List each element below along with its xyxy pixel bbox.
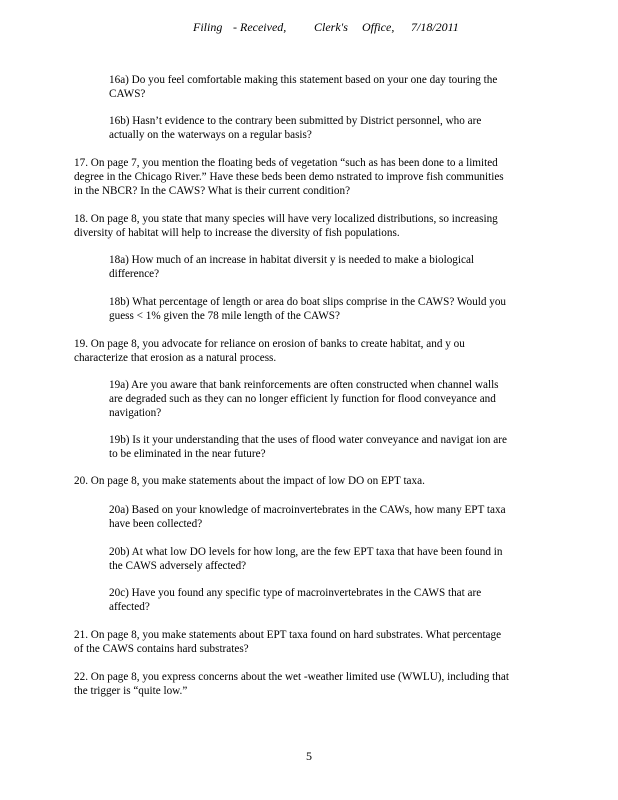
header-date: 7/18/2011 (411, 20, 459, 34)
question-19a: 19a) Are you aware that bank reinforcements are often constructed when channel walls are degraded such as they can no longer efficient ly function for flood conveyance and navigation? (109, 379, 499, 419)
page-number: 5 (306, 749, 312, 763)
question-19: 19. On page 8, you advocate for reliance on erosion of banks to create habitat, and y ou characterize that erosion as a natural process. (74, 338, 465, 364)
header-clerks: Clerk's (314, 20, 348, 34)
page-header (0, 20, 618, 36)
header-office: Office, (362, 20, 395, 34)
question-21: 21. On page 8, you make statements about EPT taxa found on hard substrates. What percentage of the CAWS contains hard substrates? (74, 629, 502, 655)
question-22: 22. On page 8, you express concerns about the wet -weather limited use (WWLU), including that the trigger is “quite low.” (74, 671, 509, 697)
question-20c: 20c) Have you found any specific type of macroinvertebrates in the CAWS that are affected? (109, 587, 482, 613)
header-filing: Filing (193, 20, 223, 34)
question-19b: 19b) Is it your understanding that the uses of flood water conveyance and navigat ion are to be eliminated in the near future? (109, 434, 507, 460)
question-20: 20. On page 8, you make statements about the impact of low DO on EPT taxa. (74, 475, 425, 487)
question-18a: 18a) How much of an increase in habitat diversit y is needed to make a biological difference? (109, 254, 475, 280)
header-received: - Received, (233, 20, 287, 34)
question-18: 18. On page 8, you state that many species will have very localized distributions, so increasing diversity of habitat will help to increase the diversity of fish populations. (74, 213, 498, 239)
question-18b: 18b) What percentage of length or area do boat slips comprise in the CAWS? Would you guess < 1% given the 78 mile length of the CAWS? (109, 296, 507, 322)
question-17: 17. On page 7, you mention the floating beds of vegetation “such as has been done to a limited degree in the Chicago River.” Have these beds been demo nstrated to improve fish communities in the NBCR? In the CAWS? What is their current condition? (74, 157, 504, 197)
question-20a: 20a) Based on your knowledge of macroinvertebrates in the CAWs, how many EPT taxa have been collected? (109, 504, 506, 530)
question-16a: 16a) Do you feel comfortable making this statement based on your one day touring the CAWS? (109, 74, 498, 100)
question-20b: 20b) At what low DO levels for how long, are the few EPT taxa that have been found in the CAWS adversely affected? (109, 546, 503, 572)
question-16b: 16b) Hasn’t evidence to the contrary been submitted by District personnel, who are actually on the waterways on a regular basis? (109, 115, 482, 141)
